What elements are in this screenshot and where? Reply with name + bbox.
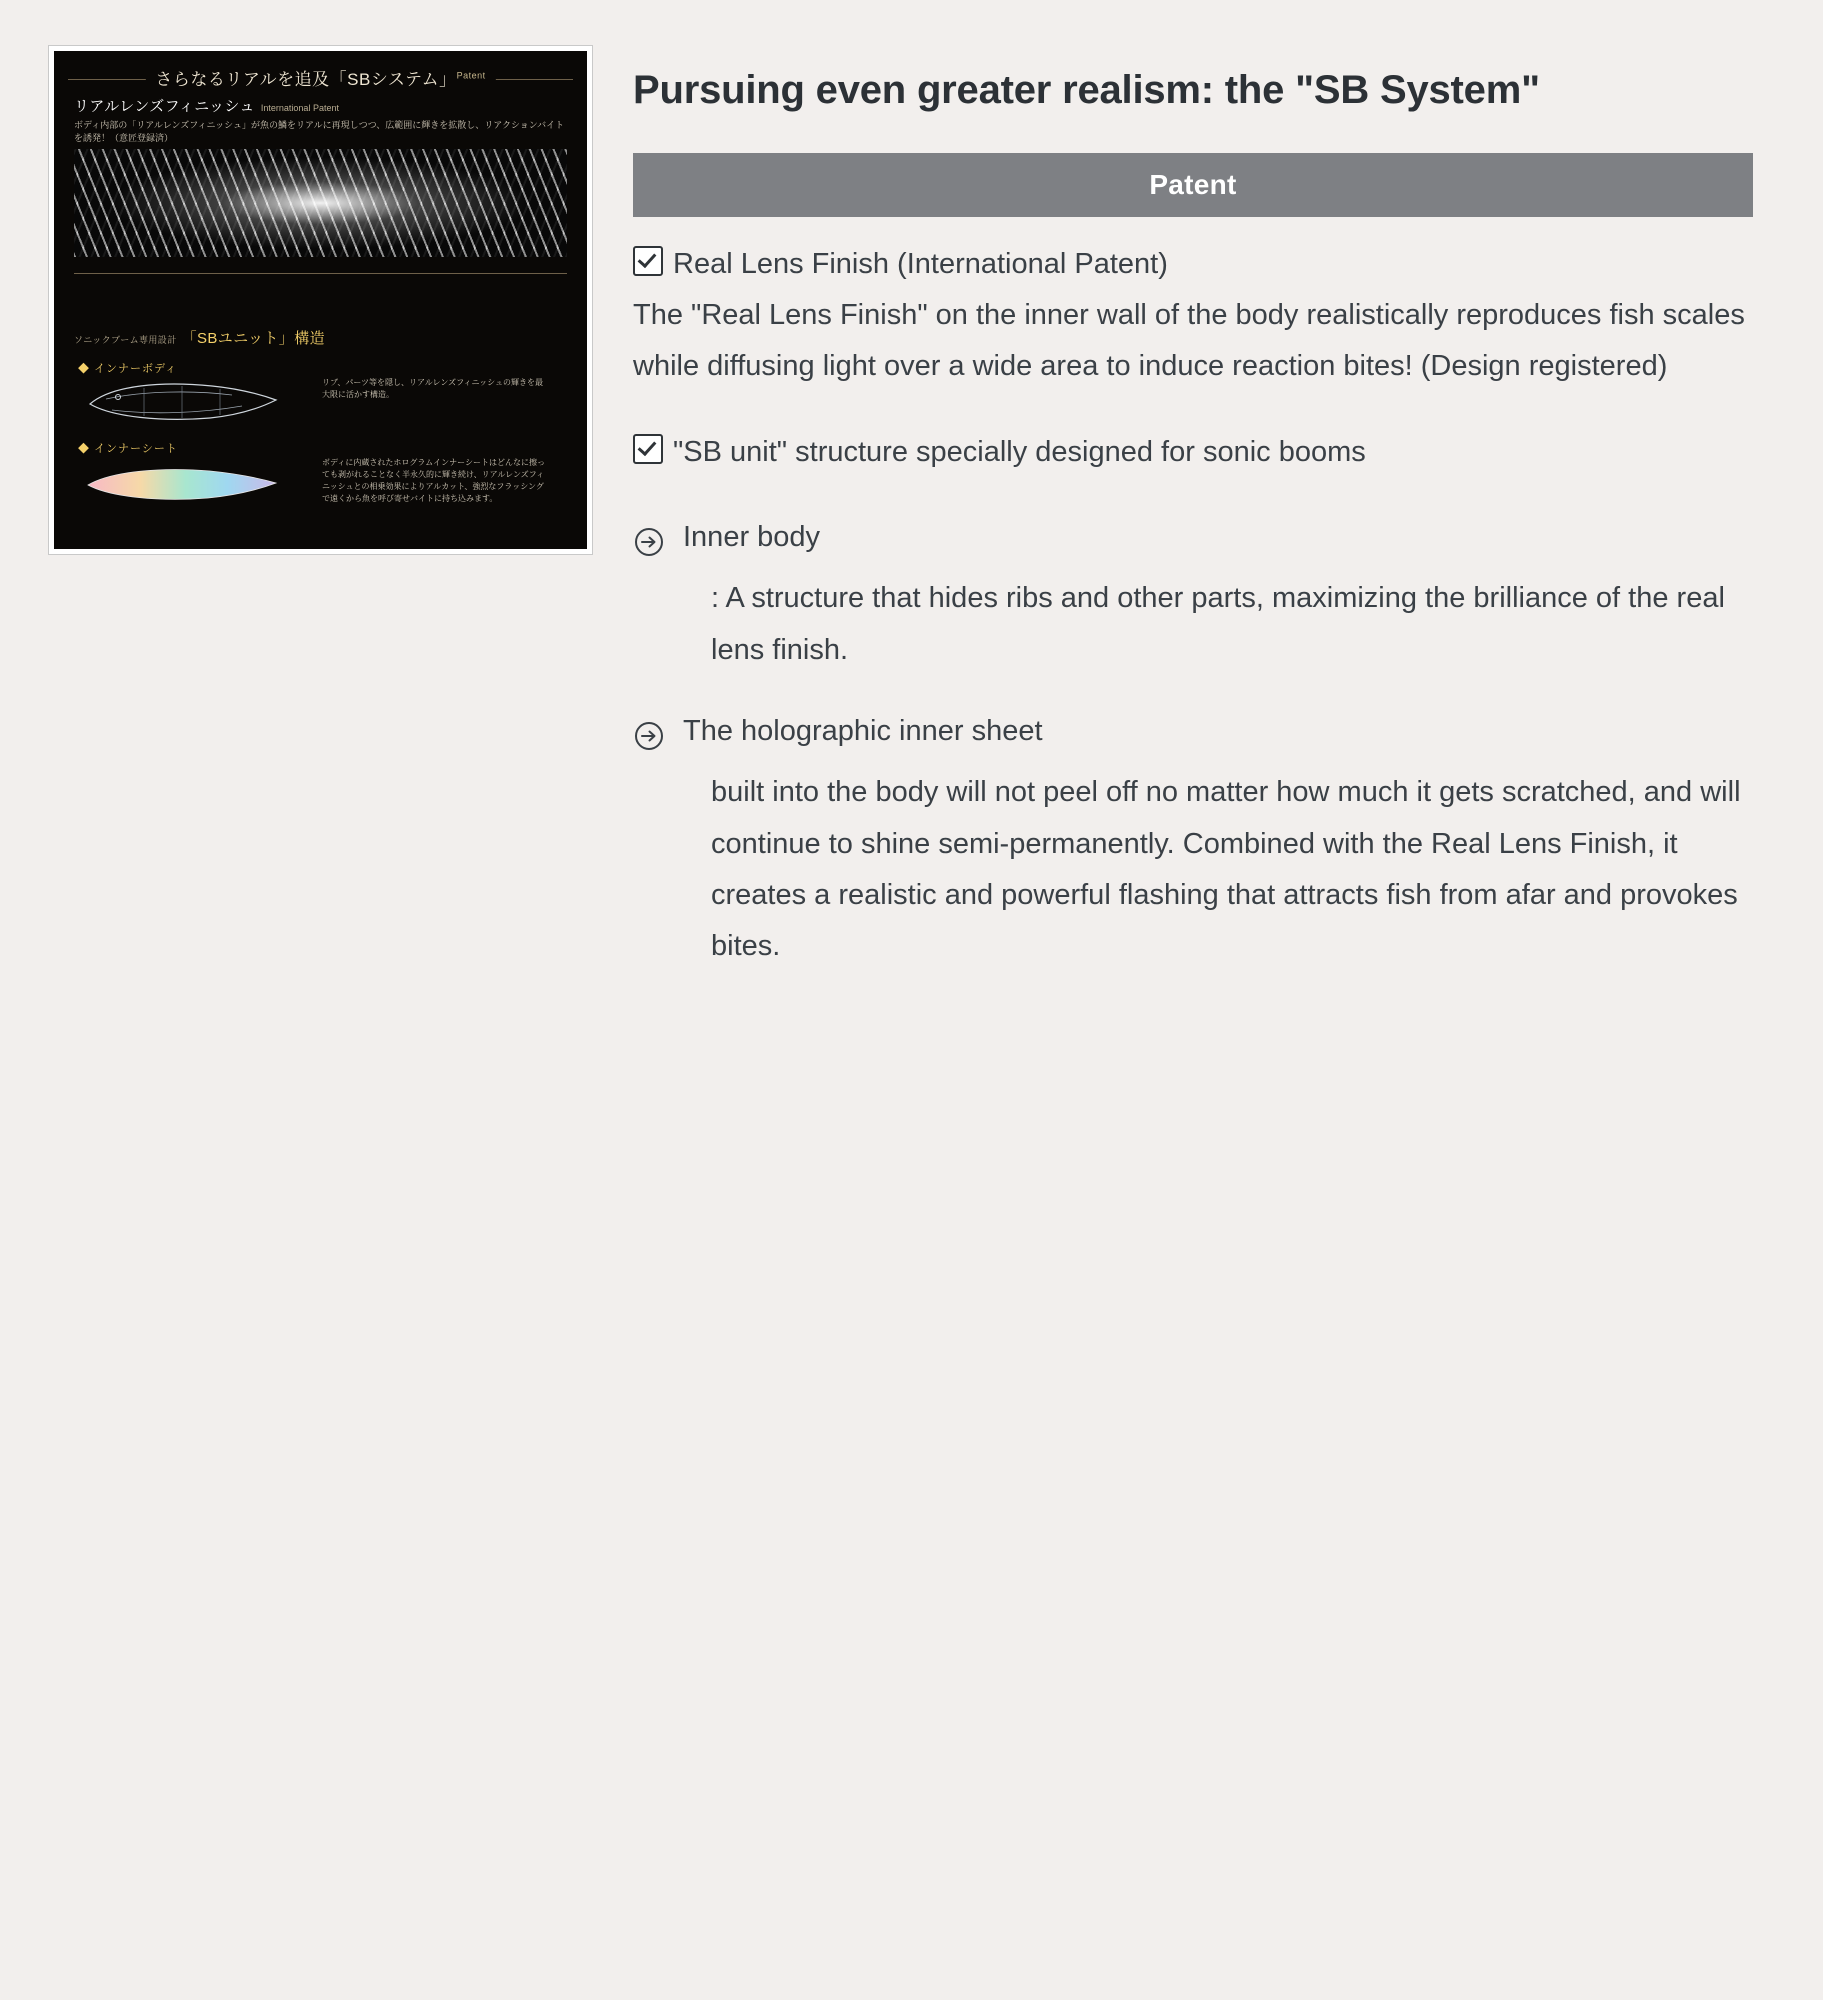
figure-subheading-real-lens bbox=[74, 95, 339, 116]
checkbox-checked-icon bbox=[633, 246, 663, 276]
page-title: Pursuing even greater realism: the "SB System" bbox=[633, 68, 1540, 112]
figure-row-inner-body bbox=[78, 359, 569, 377]
list-item-holographic-sheet-label: The holographic inner sheet bbox=[683, 715, 1043, 748]
feature-real-lens-body: The "Real Lens Finish" on the inner wall of the body realistically reproduces fish scales while diffusing light over a wide area to induce reaction bites! (Design registered) bbox=[633, 299, 1745, 383]
feature-sb-unit-heading: "SB unit" structure specially designed for sonic booms bbox=[673, 435, 1366, 468]
figure-bullet-inner-sheet: ◆ インナーシート bbox=[78, 443, 178, 455]
arrow-right-circle-icon bbox=[633, 526, 665, 563]
inner-body-lure-illustration bbox=[82, 377, 282, 423]
feature-real-lens-heading: Real Lens Finish (International Patent) bbox=[673, 247, 1168, 280]
figure-note-inner-sheet: ボディに内蔵されたホログラムインナーシートはどんなに擦っても剥がれることなく半永久的に輝き続け、リアルレンズフィニッシュとの相乗効果によりアルカット、強烈なフラッシングで遠くから魚を呼び寄せバイトに持ち込みます。 bbox=[322, 458, 545, 503]
figure-description-real-lens: ボディ内部の「リアルレンズフィニッシュ」が魚の鱗をリアルに再現しつつ、広範囲に輝きを拡散し、リアクションバイトを誘発！（意匠登録済） bbox=[74, 120, 565, 144]
figure-inner-canvas bbox=[54, 51, 587, 549]
figure-subheading-sb-unit-text: 「SBユニット」構造 bbox=[181, 330, 326, 347]
figure-heading bbox=[145, 65, 495, 90]
holo-sheet-svg bbox=[82, 459, 282, 505]
fish-scale-texture-image bbox=[74, 149, 567, 257]
figure-label-inner-sheet: インナーシート bbox=[94, 443, 178, 455]
figure-column bbox=[48, 40, 593, 555]
figure-mid-rule bbox=[74, 273, 567, 274]
figure-subheading-sb-unit bbox=[74, 327, 325, 348]
figure-label-inner-body: インナーボディ bbox=[94, 363, 178, 375]
figure-row-inner-sheet bbox=[78, 439, 569, 457]
checkbox-checked-icon bbox=[633, 434, 663, 464]
figure-heading-superscript: Patent bbox=[456, 70, 486, 81]
figure-subheading-real-lens-en: International Patent bbox=[260, 103, 339, 113]
feature-real-lens-block bbox=[633, 239, 1753, 393]
content-column bbox=[633, 40, 1753, 973]
figure-heading-text: さらなるリアルを追及「SBシステム」 bbox=[155, 70, 457, 89]
arrow-right-circle-icon bbox=[633, 720, 665, 757]
sb-system-figure bbox=[48, 45, 593, 555]
checkbox-line-real-lens bbox=[633, 239, 1753, 290]
list-item-holographic-sheet bbox=[633, 706, 1753, 757]
figure-bullet-inner-body: ◆ インナーボディ bbox=[78, 363, 178, 375]
list-item-inner-body bbox=[633, 512, 1753, 563]
holographic-sheet-illustration bbox=[82, 459, 282, 505]
list-item-inner-body-text: : A structure that hides ribs and other parts, maximizing the brilliance of the real lens finish. bbox=[711, 582, 1725, 666]
figure-subheading-real-lens-text: リアルレンズフィニッシュ bbox=[74, 98, 255, 115]
figure-subheading-sb-unit-small: ソニックブーム専用設計 bbox=[74, 335, 177, 345]
list-item-holographic-sheet-text: built into the body will not peel off no matter how much it gets scratched, and will continue to shine semi-permanently. Combined with the Real Lens Finish, it creates a realistic and powerful flashing that attracts fish from afar and provokes bites. bbox=[711, 776, 1741, 963]
list-item-inner-body-label: Inner body bbox=[683, 521, 821, 554]
figure-note-inner-body: リブ、パーツ等を隠し、リアルレンズフィニッシュの輝きを最大限に活かす構造。 bbox=[322, 378, 543, 399]
patent-banner: Patent bbox=[633, 153, 1753, 217]
lure-outline-svg bbox=[82, 377, 282, 423]
feature-sb-unit-block bbox=[633, 427, 1753, 478]
